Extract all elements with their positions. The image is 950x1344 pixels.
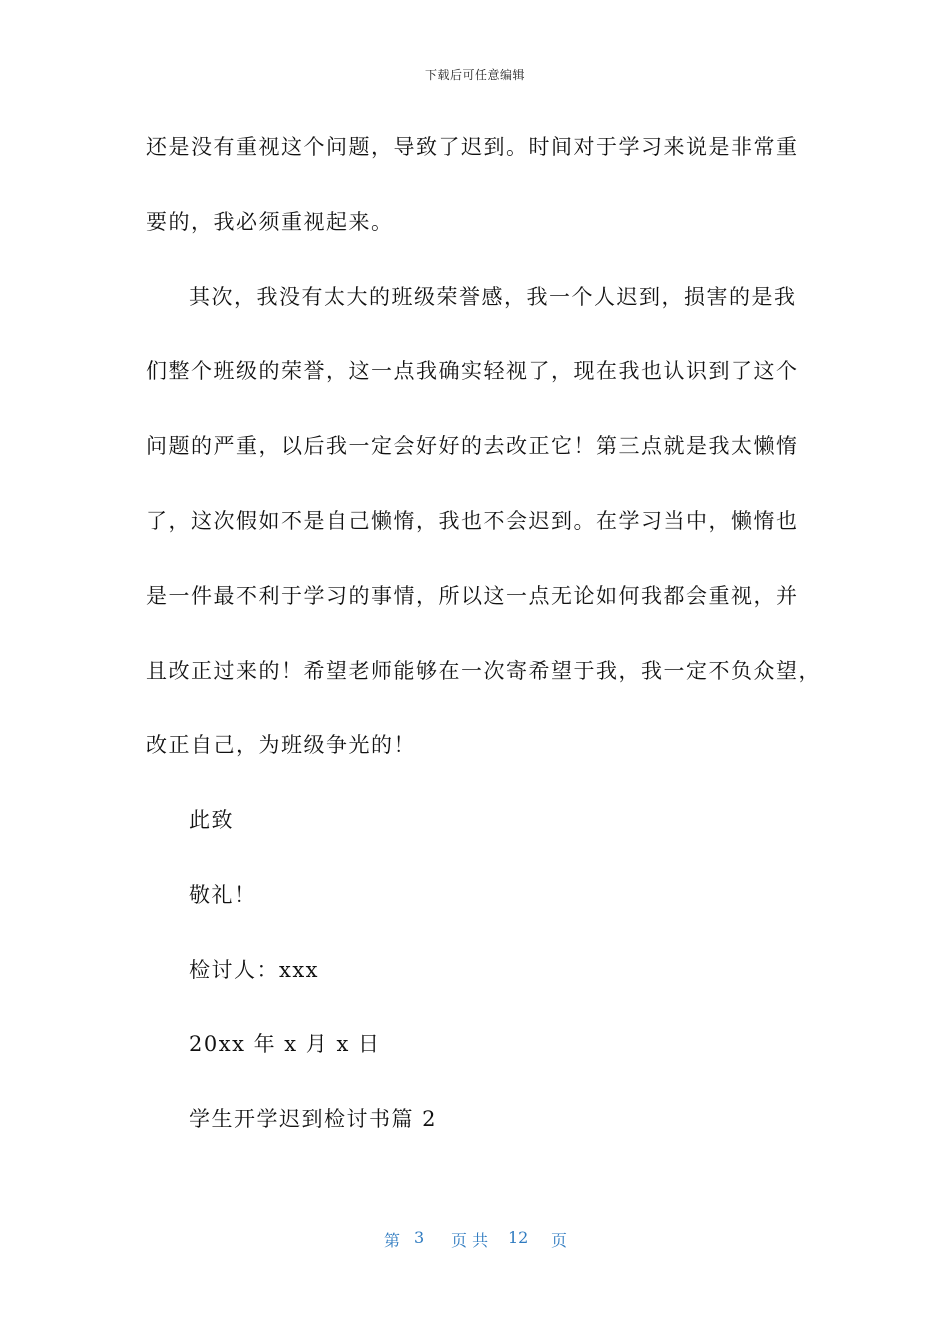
signature-line: 检讨人：xxx bbox=[189, 958, 320, 982]
footer-total-prefix: 页 共 bbox=[451, 1231, 489, 1250]
footer-page-label: 第 bbox=[384, 1231, 401, 1250]
body-line: 问题的严重，以后我一定会好好的去改正它！第三点就是我太懒惰 bbox=[146, 434, 799, 458]
closing-regards: 敬礼！ bbox=[189, 883, 257, 907]
footer-current-page: 3 bbox=[414, 1228, 425, 1247]
body-line: 改正自己，为班级争光的！ bbox=[146, 733, 416, 757]
closing-salutation: 此致 bbox=[189, 808, 234, 832]
footer-total-pages: 12 bbox=[508, 1228, 529, 1247]
footer-total-suffix: 页 bbox=[551, 1231, 568, 1250]
body-line: 且改正过来的！希望老师能够在一次寄希望于我，我一定不负众望， bbox=[146, 659, 821, 683]
body-line: 要的，我必须重视起来。 bbox=[146, 210, 394, 234]
body-line: 们整个班级的荣誉，这一点我确实轻视了，现在我也认识到了这个 bbox=[146, 359, 799, 383]
page-header: 下载后可任意编辑 bbox=[424, 68, 525, 82]
body-line: 还是没有重视这个问题，导致了迟到。时间对于学习来说是非常重 bbox=[146, 135, 799, 159]
body-line: 了，这次假如不是自己懒惰，我也不会迟到。在学习当中，懒惰也 bbox=[146, 509, 799, 533]
body-line: 其次，我没有太大的班级荣誉感，我一个人迟到，损害的是我 bbox=[189, 285, 797, 309]
date-line: 20xx 年 x 月 x 日 bbox=[189, 1032, 381, 1056]
body-line: 是一件最不利于学习的事情，所以这一点无论如何我都会重视，并 bbox=[146, 584, 799, 608]
section-heading: 学生开学迟到检讨书篇 2 bbox=[189, 1107, 438, 1131]
